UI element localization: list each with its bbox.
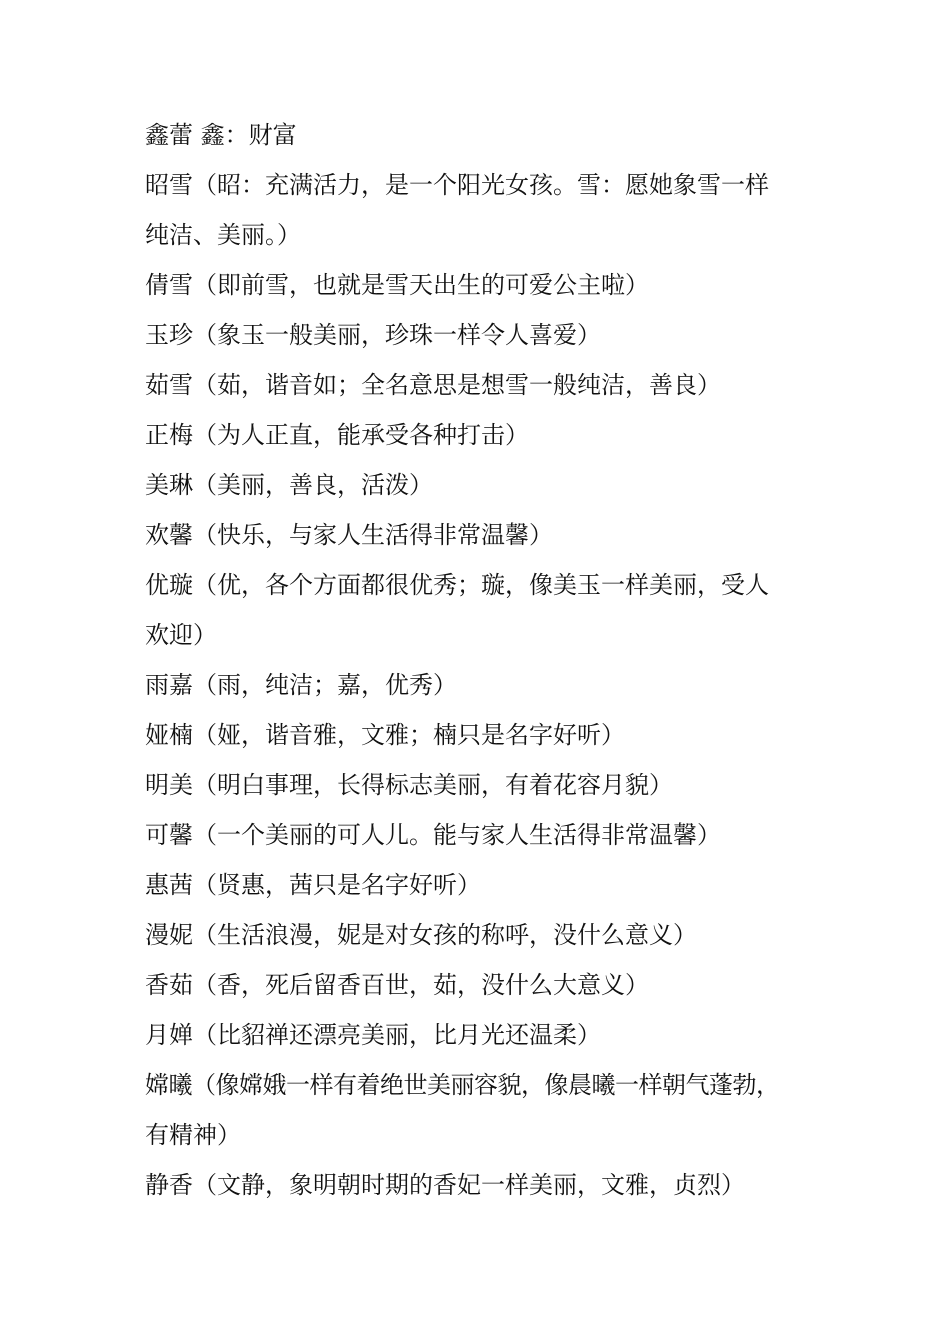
text-line: 茹雪（茹，谐音如；全名意思是想雪一般纯洁，善良） [145,371,721,399]
text-line: 雨嘉（雨，纯洁；嘉，优秀） [145,671,457,699]
text-line: 明美（明白事理，长得标志美丽，有着花容月貌） [145,771,673,799]
text-line: 嫦曦（像嫦娥一样有着绝世美丽容貌，像晨曦一样朝气蓬勃， [145,1071,780,1099]
text-line: 静香（文静，象明朝时期的香妃一样美丽，文雅，贞烈） [145,1171,745,1199]
text-line: 纯洁、美丽。） [145,221,301,249]
text-line: 月婵（比貂禅还漂亮美丽，比月光还温柔） [145,1021,601,1049]
text-line: 鑫蕾 鑫：财富 [145,121,297,149]
text-line: 美琳（美丽，善良，活泼） [145,471,433,499]
text-line: 漫妮（生活浪漫，妮是对女孩的称呼，没什么意义） [145,921,697,949]
text-line: 玉珍（象玉一般美丽，珍珠一样令人喜爱） [145,321,601,349]
text-line: 欢迎） [145,621,217,649]
text-line: 昭雪（昭：充满活力，是一个阳光女孩。雪：愿她象雪一样 [145,171,769,199]
text-line: 惠茜（贤惠，茜只是名字好听） [145,871,481,899]
text-line: 正梅（为人正直，能承受各种打击） [145,421,529,449]
text-line: 有精神） [145,1121,241,1149]
text-line: 倩雪（即前雪，也就是雪天出生的可爱公主啦） [145,271,649,299]
text-line: 可馨（一个美丽的可人儿。能与家人生活得非常温馨） [145,821,721,849]
text-line: 欢馨（快乐，与家人生活得非常温馨） [145,521,553,549]
text-line: 优璇（优，各个方面都很优秀；璇，像美玉一样美丽，受人 [145,571,769,599]
text-line: 娅楠（娅，谐音雅，文雅；楠只是名字好听） [145,721,625,749]
text-line: 香茹（香，死后留香百世，茹，没什么大意义） [145,971,649,999]
name-list [145,110,810,1210]
